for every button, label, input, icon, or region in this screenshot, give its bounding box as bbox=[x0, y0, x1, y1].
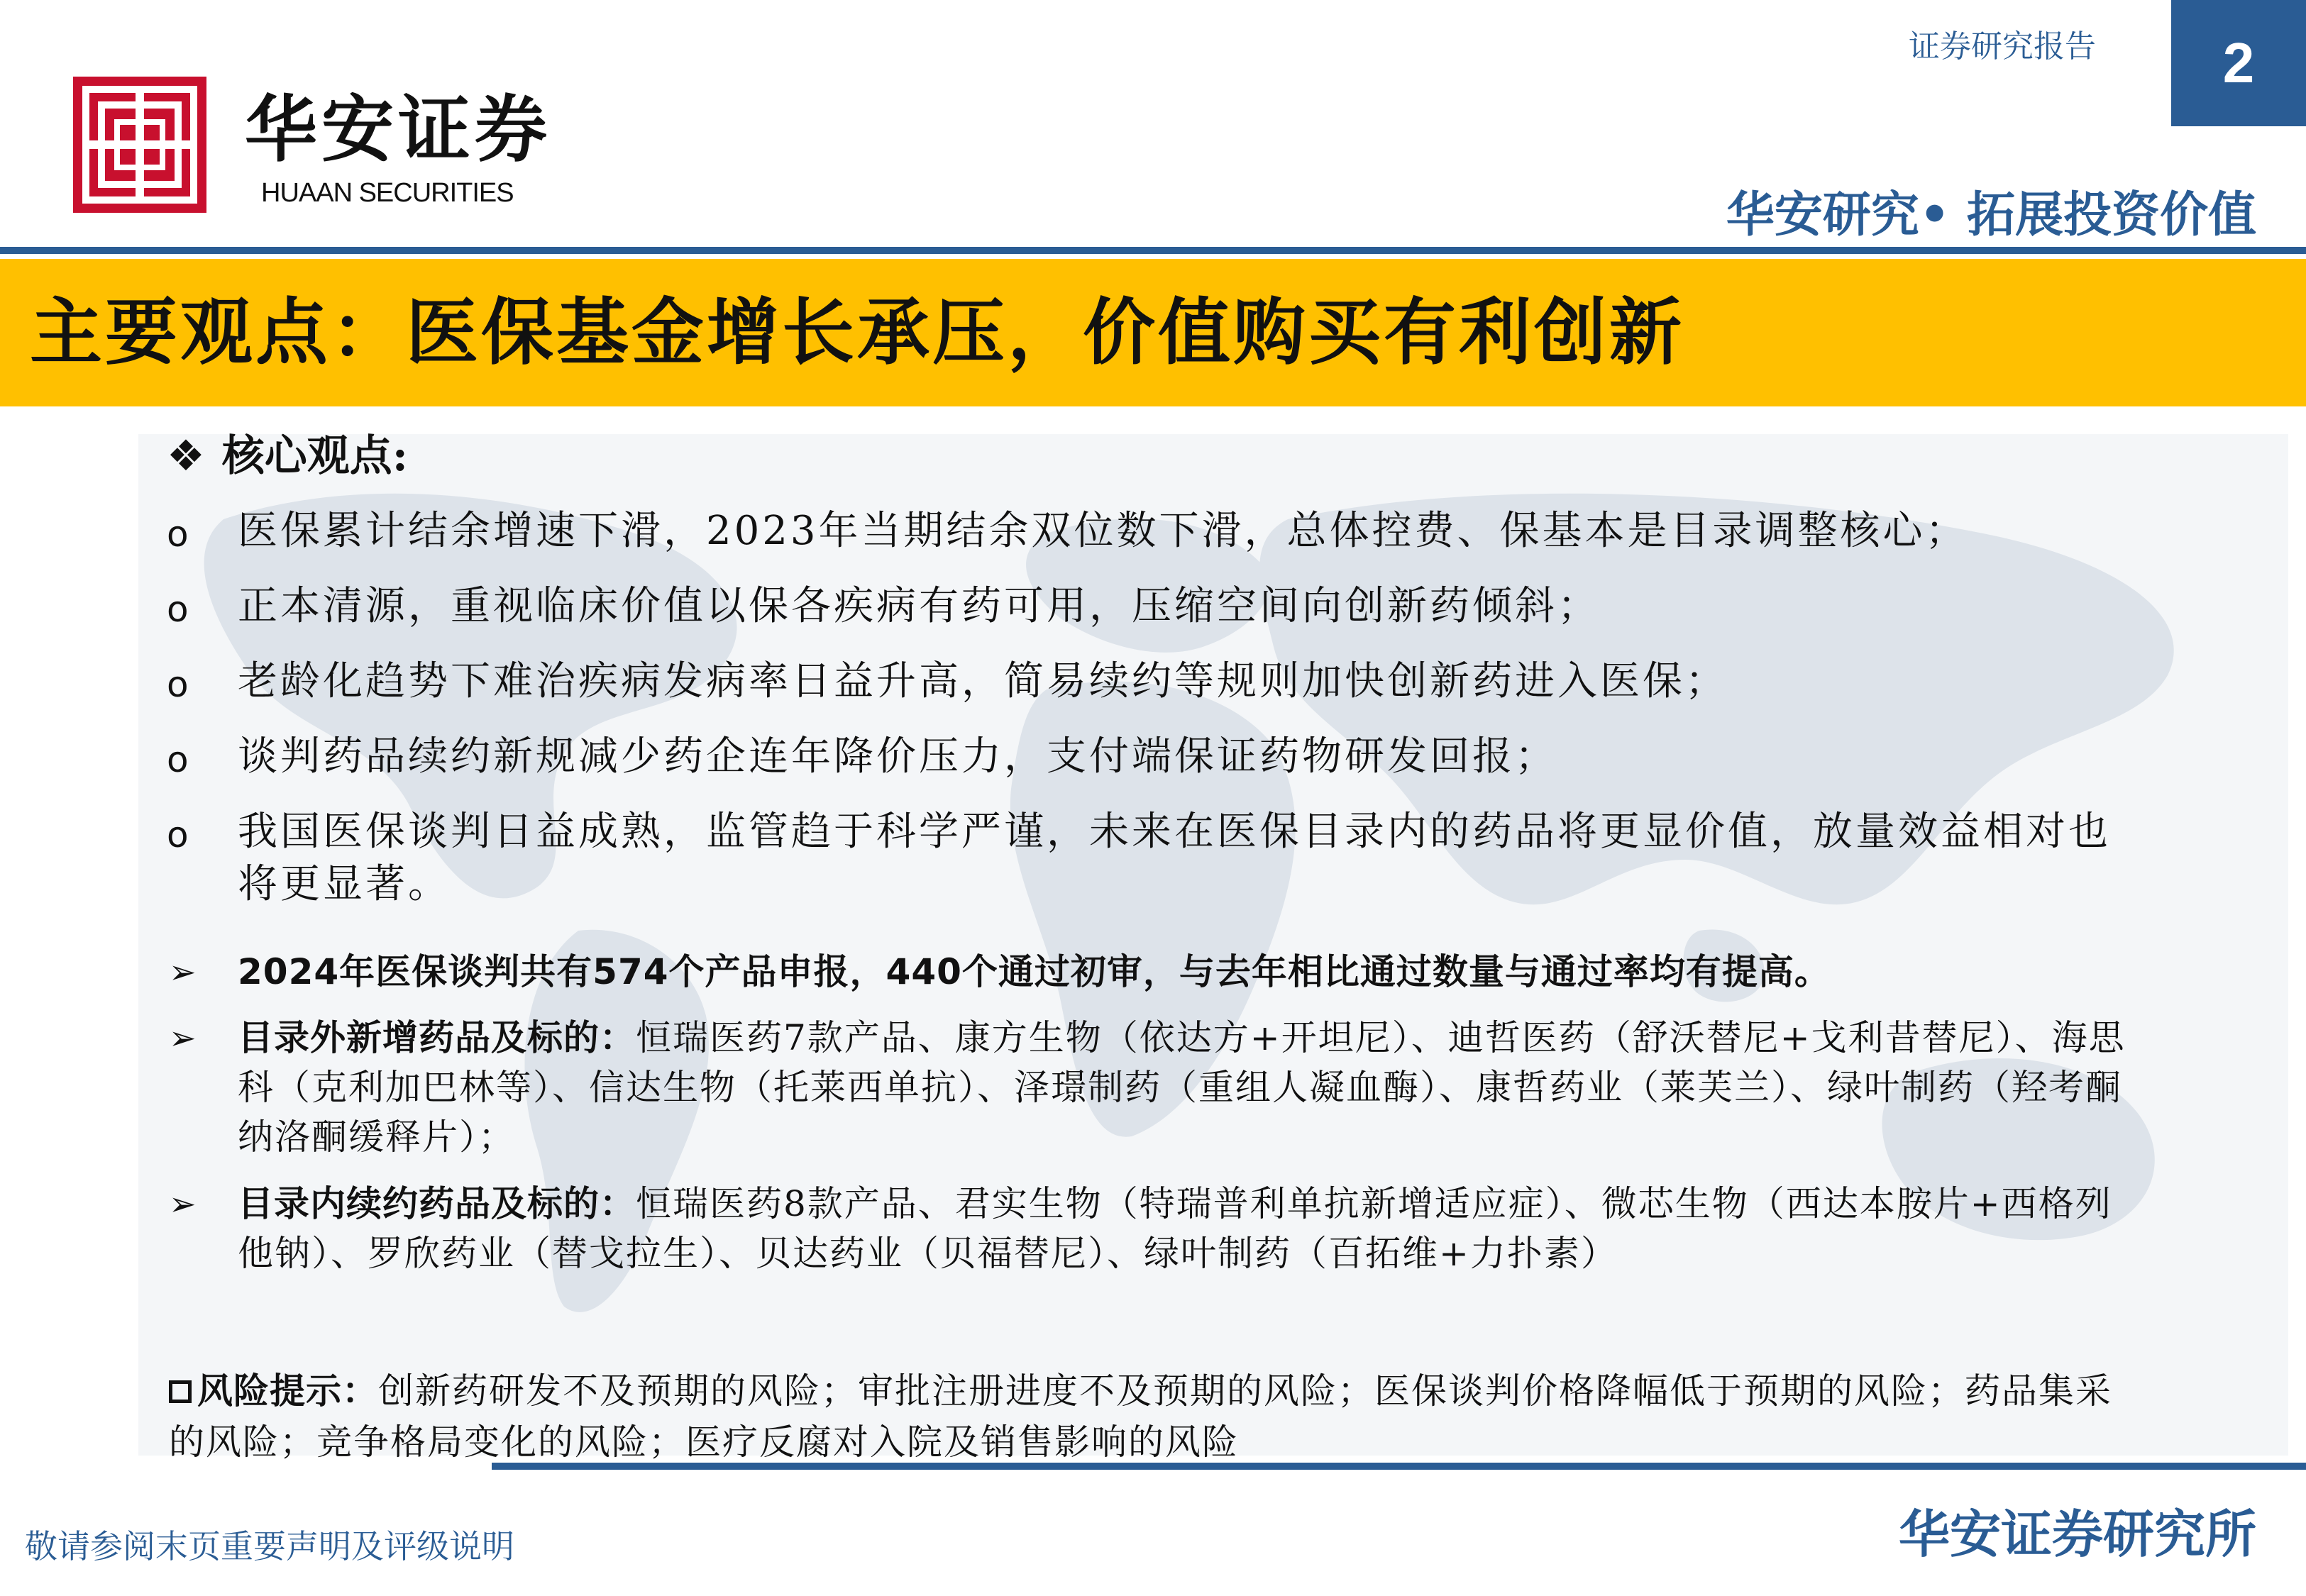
footer-institute-name: 华安证券研究所 bbox=[1898, 1504, 2256, 1564]
risk-text: 创新药研发不及预期的风险；审批注册进度不及预期的风险；医保谈判价格降幅低于预期的风险；药品集采的风险；竞争格局变化的风险；医疗反腐对入院及销售影响的风险 bbox=[169, 1370, 2112, 1463]
footer-divider bbox=[492, 1463, 2306, 1470]
header-divider bbox=[0, 247, 2306, 254]
new-drugs-label: 目录外新增药品及标的： bbox=[238, 1017, 636, 1058]
header-slogan: 华安研究• 拓展投资价值 bbox=[1726, 187, 2256, 243]
page-number-badge: 2 bbox=[2171, 0, 2306, 126]
renewal-drugs-text: 恒瑞医药8款产品、君实生物（特瑞普利单抗新增适应症）、微芯生物（西达本胺片+西格列他钠）、罗欣药业（替戈拉生）、贝达药业（贝福替尼）、绿叶制药（百拓维+力扑素） bbox=[238, 1183, 2112, 1274]
arrow-bullet-icon: ➢ bbox=[169, 953, 197, 991]
core-point: 我国医保谈判日益成熟，监管趋于科学严谨，未来在医保目录内的药品将更显价值，放量效益相对也将更显著。 bbox=[238, 809, 2111, 907]
negotiation-summary: 2024年医保谈判共有574个产品申报，440个通过初审，与去年相比通过数量与通过率均有提高。 bbox=[238, 951, 1831, 992]
logo-chinese-name: 华安证券 bbox=[245, 87, 551, 172]
diamond-bullet-icon: ❖ bbox=[167, 431, 205, 481]
page-title: 主要观点：医保基金增长承压，价值购买有利创新 bbox=[30, 290, 1684, 375]
renewal-drugs-label: 目录内续约药品及标的： bbox=[238, 1183, 636, 1224]
risk-warning bbox=[169, 1365, 2148, 1468]
core-heading-text: 核心观点: bbox=[221, 431, 408, 481]
core-point: 老龄化趋势下难治疾病发病率日益升高，简易续约等规则加快创新药进入医保； bbox=[238, 658, 1728, 704]
arrow-bullet-icon: ➢ bbox=[169, 1185, 197, 1223]
title-banner bbox=[0, 259, 2306, 406]
logo-english-name: HUAAN SECURITIES bbox=[261, 178, 514, 208]
logo-emblem-icon bbox=[73, 77, 206, 213]
risk-label: 风险提示： bbox=[197, 1370, 378, 1412]
company-logo-mark bbox=[73, 77, 206, 213]
footer-disclaimer: 敬请参阅末页重要声明及评级说明 bbox=[25, 1527, 514, 1565]
circle-bullet-icon: o bbox=[167, 739, 189, 780]
arrow-bullet-icon: ➢ bbox=[169, 1019, 197, 1057]
renewal-drugs-point bbox=[238, 1179, 2146, 1278]
circle-bullet-icon: o bbox=[167, 664, 189, 705]
circle-bullet-icon: o bbox=[167, 514, 189, 555]
circle-bullet-icon: o bbox=[167, 589, 189, 630]
report-type-label: 证券研究报告 bbox=[1909, 28, 2096, 65]
new-drugs-point bbox=[238, 1013, 2146, 1162]
new-drugs-text: 恒瑞医药7款产品、康方生物（依达方+开坦尼）、迪哲医药（舒沃替尼+戈利昔替尼）、海思科（克利加巴林等）、信达生物（托莱西单抗）、泽璟制药（重组人凝血酶）、康哲药业（莱芙兰）、绿叶制药（羟考酮纳洛酮缓释片）； bbox=[238, 1017, 2126, 1158]
checkbox-square-icon bbox=[169, 1380, 192, 1403]
core-point: 谈判药品续约新规减少药企连年降价压力，支付端保证药物研发回报； bbox=[238, 733, 1557, 780]
circle-bullet-icon: o bbox=[167, 814, 189, 855]
core-point: 正本清源，重视临床价值以保各疾病有药可用，压缩空间向创新药倾斜； bbox=[238, 583, 1600, 629]
core-point: 医保累计结余增速下滑，2023年当期结余双位数下滑，总体控费、保基本是目录调整核心； bbox=[238, 508, 1968, 554]
core-viewpoints-heading bbox=[167, 429, 408, 483]
